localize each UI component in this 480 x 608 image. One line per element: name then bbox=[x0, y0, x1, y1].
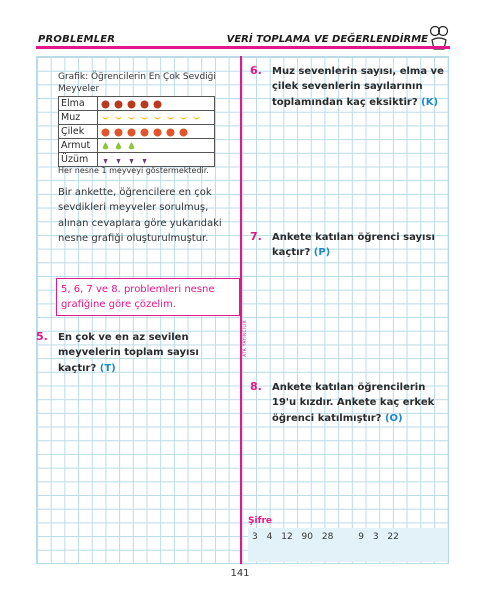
copyright-text: ATA YAYINCILIK bbox=[242, 320, 247, 357]
pear-icon bbox=[126, 141, 137, 151]
apple-icon bbox=[126, 99, 137, 109]
pear-icon bbox=[113, 141, 124, 151]
grape-icon bbox=[100, 155, 111, 165]
fruit-icons bbox=[98, 125, 215, 139]
question-7-number: 7. bbox=[250, 230, 262, 243]
question-7-text: Ankete katılan öğrenci sayısı kaçtır? (P) bbox=[272, 232, 435, 259]
apple-icon bbox=[113, 99, 124, 109]
chapter-title: VERİ TOPLAMA VE DEĞERLENDİRME bbox=[226, 34, 428, 45]
pictograph-row bbox=[59, 111, 215, 125]
code-value: 3 bbox=[252, 532, 258, 542]
question-6-text: Muz sevenlerin sayısı, elma ve çilek sevenlerin sayılarının toplamından kaç eksiktir? (K) bbox=[272, 66, 444, 108]
strawberry-icon bbox=[113, 127, 124, 137]
page-number: 141 bbox=[230, 568, 250, 579]
grape-icon bbox=[113, 155, 124, 165]
strawberry-icon bbox=[165, 127, 176, 137]
banana-icon bbox=[100, 113, 111, 123]
fruit-icons bbox=[98, 111, 215, 125]
pictograph-row bbox=[59, 139, 215, 153]
fruit-label: Elma bbox=[59, 97, 98, 111]
pictograph-row bbox=[59, 153, 215, 167]
fruit-label: Armut bbox=[59, 139, 98, 153]
banana-icon bbox=[152, 113, 163, 123]
chart-title: Grafik: Öğrencilerin En Çok Sevdiği Meyveler bbox=[58, 72, 216, 94]
apple-icon bbox=[152, 99, 163, 109]
banana-icon bbox=[165, 113, 176, 123]
intro-paragraph: Bir ankette, öğrencilere en çok sevdikleri meyveler sorulmuş, alınan cevaplara göre yukarıdaki nesne grafiği oluşturulmuştur. bbox=[58, 187, 222, 245]
code-value: 12 bbox=[281, 532, 293, 542]
strawberry-icon bbox=[100, 127, 111, 137]
code-value: 22 bbox=[387, 532, 399, 542]
banana-icon bbox=[126, 113, 137, 123]
fruit-icons bbox=[98, 153, 215, 167]
code-label: Şifre bbox=[248, 516, 273, 526]
apple-icon bbox=[139, 99, 150, 109]
question-5-number: 5. bbox=[36, 330, 48, 343]
banana-icon bbox=[191, 113, 202, 123]
chart-note: Her nesne 1 meyveyi göstermektedir. bbox=[58, 166, 209, 175]
code-value: 4 bbox=[266, 532, 273, 542]
pictograph-table bbox=[58, 96, 215, 167]
code-values bbox=[252, 532, 405, 542]
pear-icon bbox=[100, 141, 111, 151]
apple-icon bbox=[100, 99, 111, 109]
question-5-text: En çok ve en az sevilen meyvelerin toplam sayısı kaçtır? (T) bbox=[58, 332, 199, 374]
banana-icon bbox=[139, 113, 150, 123]
code-value: 90 bbox=[301, 532, 313, 542]
question-6-number: 6. bbox=[250, 64, 262, 77]
pictograph-row bbox=[59, 97, 215, 111]
fruit-icons bbox=[98, 97, 215, 111]
grape-icon bbox=[126, 155, 137, 165]
banana-icon bbox=[113, 113, 124, 123]
strawberry-icon bbox=[178, 127, 189, 137]
banana-icon bbox=[178, 113, 189, 123]
instruction-box: 5, 6, 7 ve 8. problemleri nesne grafiğine göre çözelim. bbox=[56, 278, 240, 316]
question-8-number: 8. bbox=[250, 380, 262, 393]
fruit-icons bbox=[98, 139, 215, 153]
fruit-label: Çilek bbox=[59, 125, 98, 139]
pictograph-row bbox=[59, 125, 215, 139]
section-title: PROBLEMLER bbox=[38, 34, 116, 45]
header-rule bbox=[36, 46, 450, 49]
question-8-text: Ankete katılan öğrencilerin 19'u kızdır. Ankete kaç erkek öğrenci katılmıştır? (O) bbox=[272, 382, 435, 424]
code-value: 28 bbox=[321, 532, 334, 542]
column-divider bbox=[240, 56, 242, 564]
strawberry-icon bbox=[126, 127, 137, 137]
strawberry-icon bbox=[152, 127, 163, 137]
code-value: 9 bbox=[358, 532, 364, 542]
code-value: 3 bbox=[372, 532, 379, 542]
fruit-label: Üzüm bbox=[59, 153, 98, 167]
grape-icon bbox=[139, 155, 150, 165]
strawberry-icon bbox=[139, 127, 150, 137]
fruit-label: Muz bbox=[59, 111, 98, 125]
